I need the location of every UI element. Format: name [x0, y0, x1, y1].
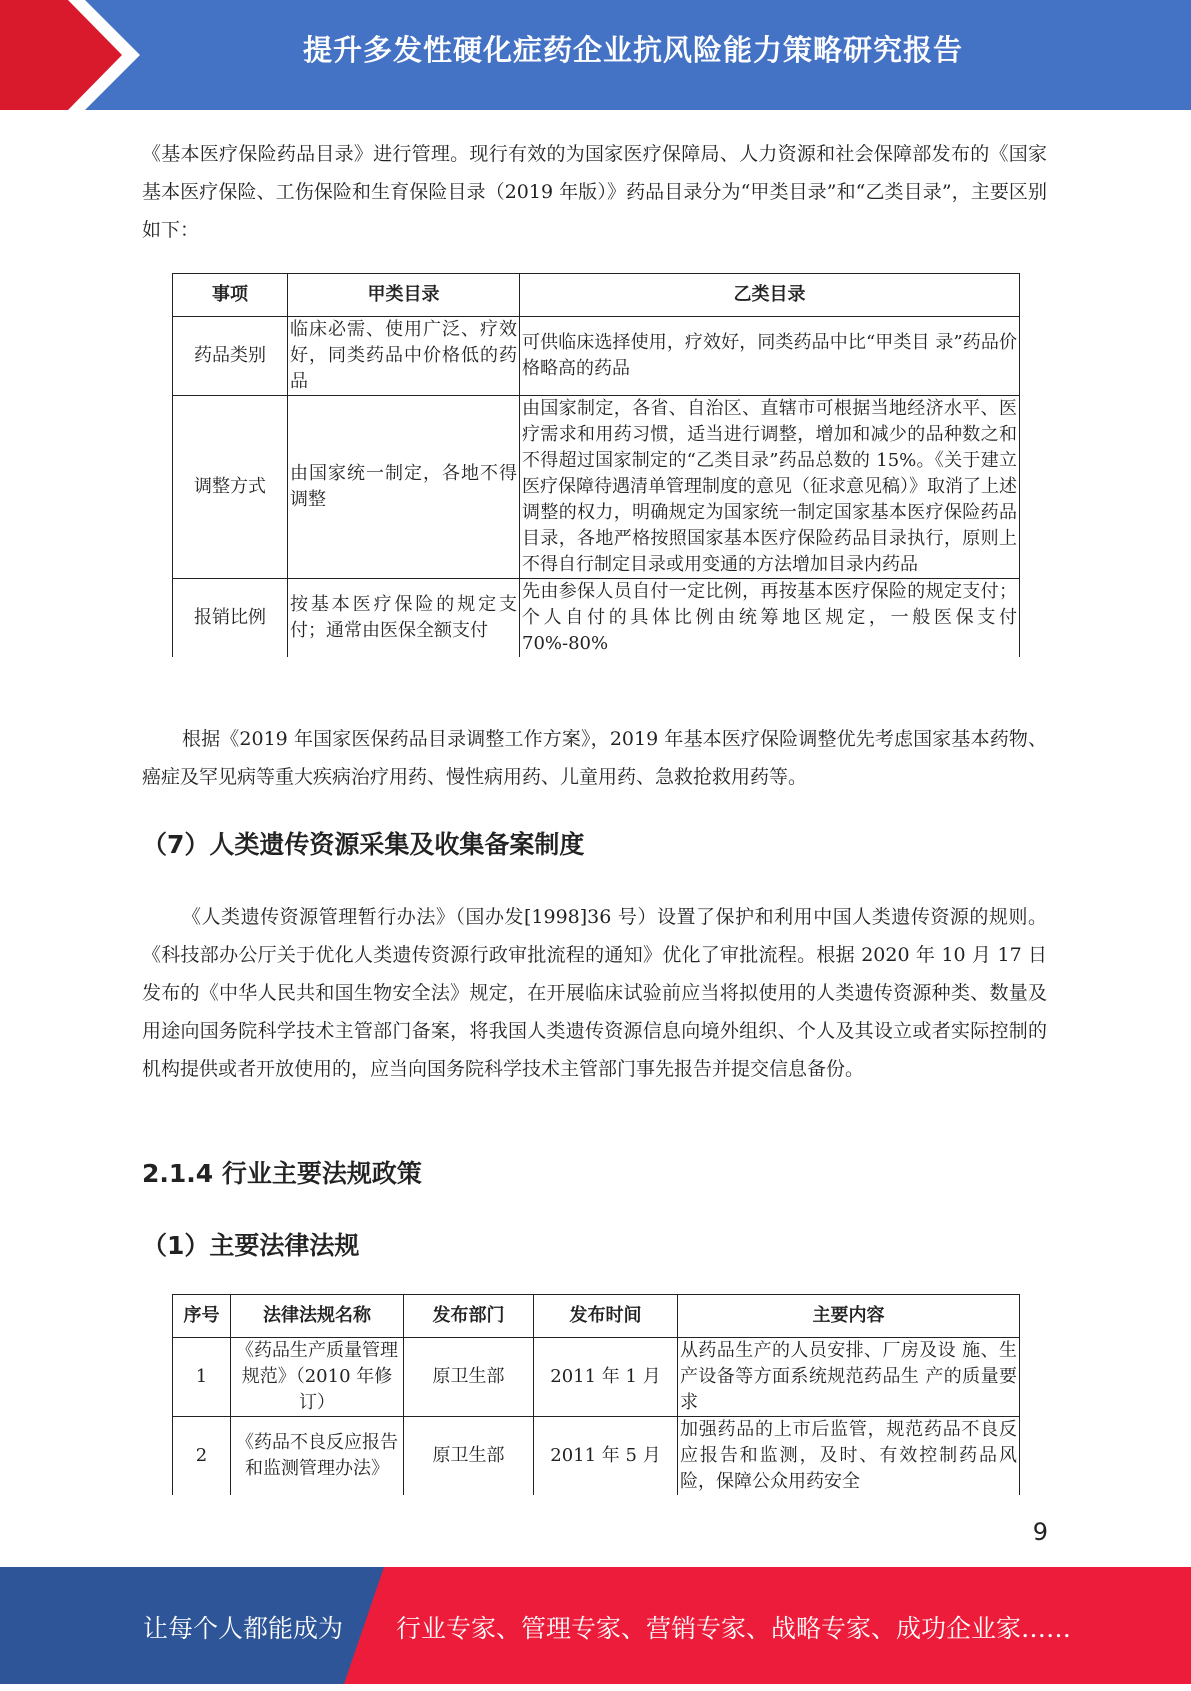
page-footer [0, 1567, 1191, 1684]
table-cell: 调整方式 [173, 396, 288, 579]
catalog-comparison-table [172, 273, 1020, 657]
column-header: 乙类目录 [520, 274, 1020, 317]
page-header [0, 0, 1191, 110]
section-heading: （7）人类遗传资源采集及收集备案制度 [142, 830, 585, 859]
table-cell: 可供临床选择使用，疗效好，同类药品中比“甲类目 录”药品价格略高的药品 [520, 317, 1020, 396]
table-cell: 从药品生产的人员安排、厂房及设 施、生产设备等方面系统规范药品生 产的质量要求 [678, 1338, 1020, 1417]
section-heading: 2.1.4 行业主要法规政策 [142, 1159, 422, 1188]
table-cell: 由国家制定，各省、自治区、直辖市可根据当地经济水平、医疗需求和用药习惯，适当进行调整，增加和减少的品种数之和不得超过国家制定的“乙类目录”药品总数的 15%。《关于建立医疗保障待遇清单管理制度的意见（征求意见稿）》取消了上述调整的权力，明确规定为国家统一制定国家基本医疗保险药品目录，各地严格按照国家基本医疗保险药品目录执行，原则上不得自行制定目录或用变通的方法增加目录内药品 [520, 396, 1020, 579]
column-header: 发布时间 [534, 1295, 678, 1338]
table-cell: 按基本医疗保险的规定支付；通常由医保全额支付 [288, 579, 520, 658]
table-cell: 临床必需、使用广泛、疗效好，同类药品中价格低的药品 [288, 317, 520, 396]
table-row [173, 317, 1020, 396]
table-cell: 原卫生部 [404, 1417, 534, 1496]
table-cell: 由国家统一制定，各地不得调整 [288, 396, 520, 579]
table-cell: 2011 年 5 月 [534, 1417, 678, 1496]
report-title: 提升多发性硬化症药企业抗风险能力策略研究报告 [302, 33, 963, 67]
column-header: 事项 [173, 274, 288, 317]
table-row [173, 1338, 1020, 1417]
table-cell: 2011 年 1 月 [534, 1338, 678, 1417]
table-cell: 报销比例 [173, 579, 288, 658]
column-header: 序号 [173, 1295, 231, 1338]
table-row [173, 396, 1020, 579]
table-cell: 先由参保人员自付一定比例，再按基本医疗保险的规定支付；个人自付的具体比例由统筹地区规定，一般医保支付 70%-80% [520, 579, 1020, 658]
section-heading: （1）主要法律法规 [142, 1231, 360, 1260]
footer-slogan-left: 让每个人都能成为 [143, 1614, 344, 1643]
table-row [173, 579, 1020, 658]
column-header: 甲类目录 [288, 274, 520, 317]
column-header: 法律法规名称 [231, 1295, 404, 1338]
table-header-row [173, 274, 1020, 317]
table-cell: 加强药品的上市后监管，规范药品不良反应报告和监测，及时、有效控制药品风险，保障公众用药安全 [678, 1417, 1020, 1496]
column-header: 发布部门 [404, 1295, 534, 1338]
table-cell: 1 [173, 1338, 231, 1417]
table-cell: 《药品生产质量管理规范》（2010 年修订） [231, 1338, 404, 1417]
table-cell: 药品类别 [173, 317, 288, 396]
paragraph-intro: 《基本医疗保险药品目录》进行管理。现行有效的为国家医疗保障局、人力资源和社会保障部发布的《国家基本医疗保险、工伤保险和生育保险目录（2019 年版）》药品目录分为“甲类目录”和“乙类目录”，主要区别如下： [142, 143, 1047, 241]
table-header-row [173, 1295, 1020, 1338]
laws-regulations-table [172, 1294, 1020, 1495]
paragraph-genetic-resources: 《人类遗传资源管理暂行办法》（国办发[1998]36 号）设置了保护和利用中国人类遗传资源的规则。《科技部办公厅关于优化人类遗传资源行政审批流程的通知》优化了审批流程。根据 2020 年 10 月 17 日发布的《中华人民共和国生物安全法》规定，在开展临床试验前应当将拟使用的人类遗传资源种类、数量及用途向国务院科学技术主管部门备案，将我国人类遗传资源信息向境外组织、个人及其设立或者实际控制的机构提供或者开放使用的，应当向国务院科学技术主管部门事先报告并提交信息备份。 [142, 906, 1047, 1080]
footer-slogan-right: 行业专家、管理专家、营销专家、战略专家、成功企业家…… [396, 1614, 1072, 1643]
table-cell: 2 [173, 1417, 231, 1496]
table-row [173, 1417, 1020, 1496]
paragraph-adjustment-plan: 根据《2019 年国家医保药品目录调整工作方案》，2019 年基本医疗保险调整优先考虑国家基本药物、癌症及罕见病等重大疾病治疗用药、慢性病用药、儿童用药、急救抢救用药等。 [142, 728, 1047, 788]
table-cell: 《药品不良反应报告和监测管理办法》 [231, 1417, 404, 1496]
column-header: 主要内容 [678, 1295, 1020, 1338]
table-cell: 原卫生部 [404, 1338, 534, 1417]
page-number: 9 [1032, 1518, 1048, 1546]
